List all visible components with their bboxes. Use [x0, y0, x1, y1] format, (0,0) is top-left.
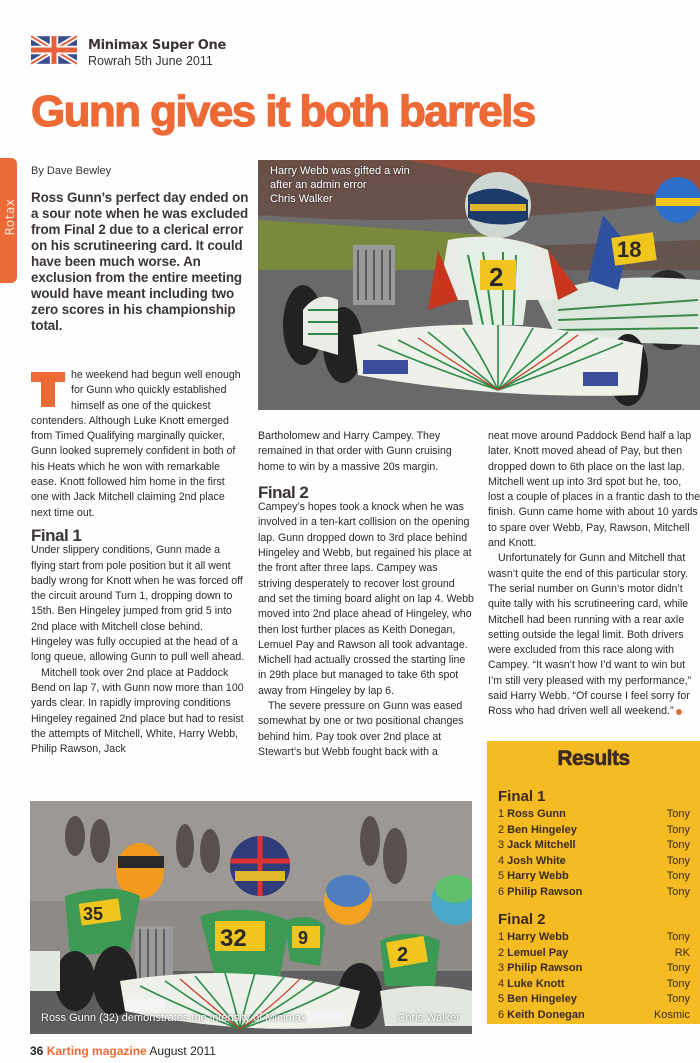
results-final-2-heading: Final 2: [498, 911, 546, 928]
result-driver: Ben Hingeley: [507, 823, 577, 836]
end-mark-icon: [676, 709, 682, 715]
result-position: 4: [498, 854, 505, 867]
kart-number-9: 9: [298, 928, 309, 948]
magazine-name: Karting magazine: [46, 1044, 147, 1058]
kart-number-18: 18: [617, 237, 642, 262]
result-chassis: Kosmic: [653, 1008, 690, 1021]
result-chassis: Tony: [666, 885, 690, 898]
result-row: [498, 931, 690, 947]
result-driver: Lemuel Pay: [507, 946, 569, 959]
kart-photo-bottom: [30, 801, 472, 1034]
result-row: [498, 886, 690, 902]
result-driver: Jack Mitchell: [507, 839, 576, 851]
result-position: 3: [498, 839, 505, 851]
result-chassis: Tony: [666, 870, 690, 882]
final1-paragraph-2: Mitchell took over 2nd place at Paddock Bend on lap 7, with Gunn now more than 100 yards clear. In rapidly improving conditions Hingeley regained 2nd place but had to resist the attempts of Mitchell, White, Harry Webb, Philip Rawson, Jack: [31, 666, 244, 756]
result-chassis: Tony: [666, 931, 690, 943]
result-position: 2: [498, 823, 505, 836]
result-row: [498, 947, 690, 963]
result-chassis: RK: [674, 946, 690, 959]
result-row: [498, 808, 690, 824]
result-position: 6: [498, 1008, 505, 1021]
result-position: 1: [498, 808, 505, 820]
result-position: 2: [498, 946, 505, 959]
kart-number-2: 2: [489, 262, 504, 292]
series-title: Minimax Super One: [88, 38, 227, 53]
subhead-final-2: Final 2: [258, 482, 309, 502]
result-chassis: Tony: [666, 993, 690, 1005]
final1-paragraph-2-continued: Bartholomew and Harry Campey. They remained in that order with Gunn cruising home to win by a massive 20s margin.: [258, 430, 452, 473]
result-position: 5: [498, 993, 505, 1005]
result-position: 6: [498, 885, 505, 898]
section-tab-label: Rotax: [3, 198, 17, 236]
issue-date: August 2011: [149, 1044, 216, 1058]
final2-paragraph-3: Unfortunately for Gunn and Mitchell that wasn’t quite the end of this particular story. The serial number on Gunn’s motor didn’t quite tally with his scrutineering card, while Mitchell had been running with a rear axle setting outside the legal limit. Both drivers were excluded from this race along with Campey. “It wasn’t how I’d want to win but I’m still very pleased with my performance,” said Harry Webb. “Of course I feel sorry for Ross who had driven well all weekend.”: [488, 552, 692, 718]
article-column-1: [31, 368, 245, 757]
results-final-1-heading: Final 1: [498, 788, 546, 805]
photo-harry-webb: [258, 160, 700, 410]
final2-paragraph-1: Campey’s hopes took a knock when he was involved in a ten-kart collision on the opening lap. Gunn dropped down to 3rd place behind Hingeley and Webb, but regained his place at the front after three laps. Campey was striving desperately to recover lost ground and set the timing board alight on lap 4. Webb moved into 2nd place ahead of Hingeley, who then lost further places as Keith Donegan, Lemuel Pay and Rawson all took advantage. Michell had actually crossed the starting line in 29th place but managed to take 6th spot away from Hingeley by lap 6.: [258, 501, 474, 697]
result-driver: Keith Donegan: [507, 1008, 585, 1021]
page-number: 36: [30, 1044, 44, 1058]
standfirst: Ross Gunn’s perfect day ended on a sour note when he was excluded from Final 2 due to a clerical error on his scrutineering card. It could have been much worse. An exclusion from the entire meeting would have meant including two zero scores in his championship total.: [31, 190, 249, 333]
result-row: [498, 1009, 690, 1025]
article-column-3: [488, 429, 700, 720]
result-position: 4: [498, 977, 505, 990]
results-title: Results: [557, 747, 630, 770]
article-intro: he weekend had begun well enough for Gunn who quickly established himself as one of the quickest contenders. Although Luke Knott emerged from Timed Qualifying marginally quicker, Gunn looked supremely confident in both of his Heats which he won with remarkable ease. Knott followed him home in the first one with Jack Mitchell claiming 2nd place next time out.: [31, 369, 241, 519]
result-driver: Ben Hingeley: [507, 993, 577, 1005]
result-chassis: Tony: [666, 962, 690, 974]
final1-paragraph-1: Under slippery conditions, Gunn made a flying start from pole position but it all went badly wrong for Knott when he was forced off the circuit around Turn 1, dropping down to 15th. Ben Hingeley jumped from grid 5 into 2nd place with Mitchell close behind. Hingeley was fully occupied at the head of a long queue, allowing Gunn to pull well ahead.: [31, 544, 245, 664]
kart-number-2-bottom: 2: [397, 944, 409, 966]
photo-ross-gunn: [30, 801, 472, 1034]
result-driver: Philip Rawson: [507, 885, 583, 898]
result-position: 5: [498, 870, 505, 882]
kart-number-32: 32: [220, 925, 247, 952]
byline: By Dave Bewley: [31, 165, 112, 177]
result-chassis: Tony: [666, 839, 690, 851]
result-driver: Harry Webb: [507, 870, 569, 882]
subhead-final-1: Final 1: [31, 525, 82, 545]
result-position: 3: [498, 962, 505, 974]
dropcap: [31, 372, 65, 407]
result-row: [498, 870, 690, 886]
photo-caption-top: [270, 164, 410, 206]
result-row: [498, 978, 690, 994]
result-driver: Harry Webb: [507, 931, 569, 943]
result-row: [498, 855, 690, 871]
results-box: [487, 741, 700, 1024]
result-row: [498, 993, 690, 1009]
kart-number-35: 35: [83, 904, 104, 924]
caption-line-1: Harry Webb was gifted a win: [270, 165, 410, 177]
caption-line-2: after an admin error: [270, 179, 367, 191]
photo-credit: Chris Walker: [270, 193, 333, 205]
result-chassis: Tony: [666, 808, 690, 820]
result-row: [498, 962, 690, 978]
result-chassis: Tony: [666, 854, 690, 867]
result-driver: Josh White: [507, 854, 566, 867]
result-chassis: Tony: [666, 977, 690, 990]
result-chassis: Tony: [666, 823, 690, 836]
event-date: Rowrah 5th June 2011: [88, 54, 213, 68]
result-driver: Luke Knott: [507, 977, 565, 990]
result-driver: Philip Rawson: [507, 962, 583, 974]
headline: Gunn gives it both barrels: [31, 87, 535, 136]
page-footer: [30, 1044, 216, 1058]
result-row: [498, 824, 690, 840]
section-tab: [0, 158, 17, 283]
photo-credit-bottom: Chris Walker: [397, 1012, 460, 1024]
result-position: 1: [498, 931, 505, 943]
article-column-2: [258, 429, 474, 760]
union-jack-flag-icon: [31, 35, 77, 65]
final2-paragraph-2: The severe pressure on Gunn was eased somewhat by one or two positional changes behind him. Pay took over 2nd place at Stewart’s but Webb fought back with a: [258, 700, 464, 758]
final2-paragraph-2-continued: neat move around Paddock Bend half a lap later. Knott moved ahead of Pay, but then dropped down to 6th place on the last lap. Mitchell went up into 3rd spot but he, too, lost a couple of places in a frantic dash to the finish. Gunn came home with about 10 yards to spare over Webb, Pay, Rawson, Mitchell and Knott.: [488, 430, 700, 550]
result-row: [498, 839, 690, 855]
result-driver: Ross Gunn: [507, 808, 566, 820]
photo-caption-bottom: Ross Gunn (32) demonstrates the intensity of Minimax: [41, 1012, 307, 1024]
